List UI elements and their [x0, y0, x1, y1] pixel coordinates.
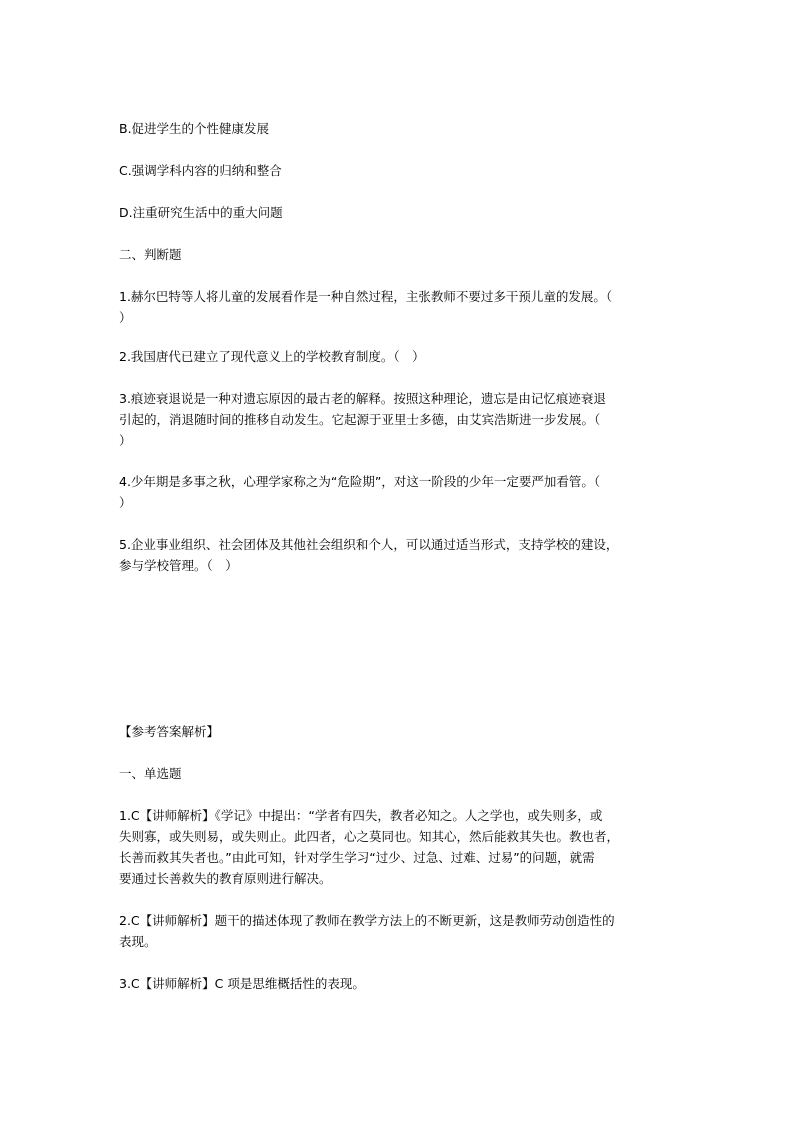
- judgement-question-2: [119, 346, 699, 367]
- judgement-question-5: [119, 534, 699, 576]
- option-d: D.注重研究生活中的重大问题: [119, 205, 283, 220]
- answer-2: [119, 910, 699, 952]
- line: 5.企业事业组织、社会团体及其他社会组织和个人，可以通过适当形式，支持学校的建设，: [119, 537, 619, 552]
- answer-3: [119, 973, 699, 994]
- line: 参与学校管理。（ ）: [119, 558, 238, 573]
- line: 要通过长善救失的教育原则进行解决。: [119, 871, 332, 886]
- option-b: B.促进学生的个性健康发展: [119, 121, 270, 136]
- line: 引起的，消退随时间的推移自动发生。它起源于亚里士多德，由艾宾浩斯进一步发展。（: [119, 412, 601, 427]
- line: 失则寡，或失则易，或失则止。此四者，心之莫同也。知其心，然后能救其失也。教也者，: [119, 829, 620, 844]
- option-c: C.强调学科内容的归纳和整合: [119, 163, 282, 178]
- line: 3.C【讲师解析】C 项是思维概括性的表现。: [119, 976, 365, 991]
- line: 表现。: [119, 934, 157, 949]
- answers-heading: 【参考答案解析】: [119, 724, 220, 739]
- line: 2.我国唐代已建立了现代意义上的学校教育制度。（ ）: [119, 349, 425, 364]
- line: 长善而救其失者也。”由此可知，针对学生学习“过少、过急、过难、过易”的问题，就需: [119, 850, 595, 865]
- answer-1: [119, 805, 699, 889]
- line: ）: [119, 310, 132, 325]
- section-heading-single-choice: 一、单选题: [119, 766, 182, 781]
- judgement-question-3: [119, 388, 699, 451]
- line: 2.C【讲师解析】题干的描述体现了教师在教学方法上的不断更新，这是教师劳动创造性的: [119, 913, 615, 928]
- line: ）: [119, 433, 132, 448]
- judgement-question-4: [119, 471, 699, 513]
- line: 4.少年期是多事之秋，心理学家称之为“危险期”，对这一阶段的少年一定要严加看管。（: [119, 474, 601, 489]
- line: 1.赫尔巴特等人将儿童的发展看作是一种自然过程，主张教师不要过多干预儿童的发展。（: [119, 289, 613, 304]
- line: ）: [119, 495, 132, 510]
- line: 3.痕迹衰退说是一种对遗忘原因的最古老的解释。按照这种理论，遗忘是由记忆痕迹衰退: [119, 391, 606, 406]
- section-heading-judgement: 二、判断题: [119, 247, 182, 262]
- judgement-question-1: [119, 286, 699, 328]
- line: 1.C【讲师解析】《学记》中提出：“学者有四失，教者必知之。人之学也，或失则多，或: [119, 808, 603, 823]
